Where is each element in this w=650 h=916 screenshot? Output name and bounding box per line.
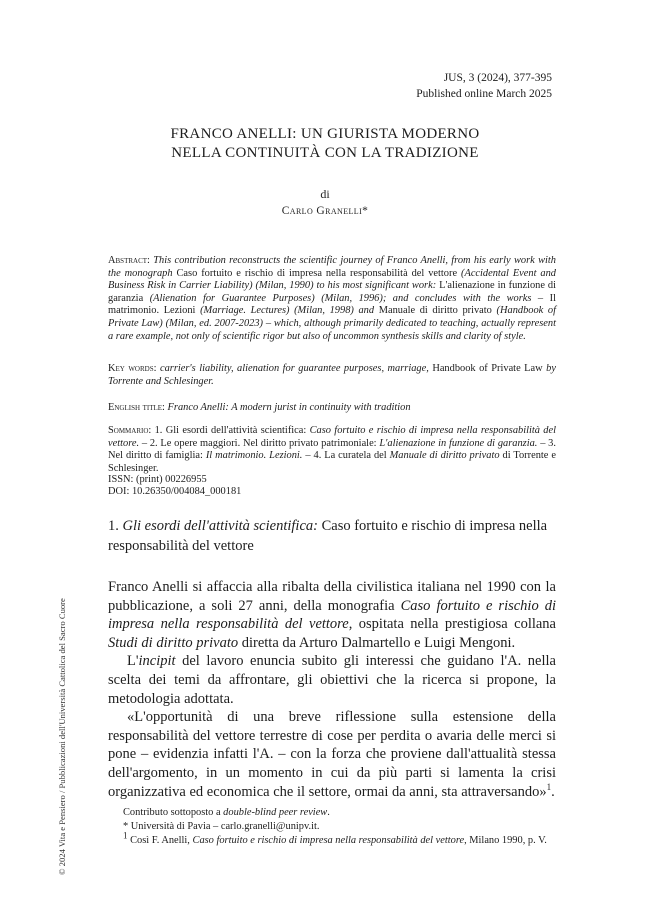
- section-number: 1.: [108, 518, 119, 534]
- review-text: Contributo sottoposto a: [123, 807, 221, 818]
- journal-citation: JUS, 3 (2024), 377-395: [443, 72, 552, 84]
- abstract-work-4: Manuale di diritto privato: [378, 305, 492, 317]
- footnote-1: [123, 830, 563, 848]
- keywords-text: carrier's liability, alienation for guarantee purposes, marriage,: [160, 363, 429, 374]
- copyright-text: © 2024 Vita e Pensiero / Pubblicazioni dell'Università Cattolica del Sacro Cuore: [57, 598, 67, 875]
- issn: ISSN: (print) 00226955: [108, 474, 207, 485]
- summary-item-4c: di Torrente e Schlesinger.: [108, 450, 556, 474]
- footnote-review: [123, 806, 563, 820]
- paragraph-1-monograph: Caso fortuito e rischio di impresa nella responsabilità del vettore: [108, 597, 557, 633]
- paragraph-2-c: del lavoro enuncia subito gli interessi che guidano l'A. nella scelta dei temi da affrontare, gli obiettivi che la ricerca si propone, la metodologia adottata.: [108, 653, 556, 707]
- abstract-text-5: (Handbook of Private Law) (Milan, ed. 2007-2023) – which, although primarily dedicated to teaching, actually represent a rare example, not only of scientific rigor but also of uncommon synthesis skills and clarity of style.: [108, 305, 556, 342]
- footnote-1-c: , Milano 1990, p. V.: [464, 835, 547, 846]
- title-line-1: FRANCO ANELLI: UN GIURISTA MODERNO: [170, 126, 480, 142]
- author-name: Carlo Granelli*: [281, 205, 369, 217]
- english-title-label: English title:: [108, 402, 165, 413]
- paragraph-1: [108, 578, 556, 652]
- section-heading-rest: Caso fortuito e rischio di impresa nella responsabilità del vettore: [108, 518, 548, 554]
- paragraph-3-quote: «L'opportunità di una breve riflessione sulla estensione della responsabilità del vettore terrestre di cose per perdita o avaria delle merci si pone – evidenzia infatti l'A. – con la forza che proviene dall'attualità stessa dell'argomento, in un momento in cui da più parti si lamenta la crisi organizzativa ed economica che il settore, ormai da anni, sta attraversando»: [108, 709, 556, 800]
- doi: DOI: 10.26350/004084_000181: [108, 486, 242, 497]
- summary: [108, 425, 556, 475]
- copyright-sidebar: [57, 535, 71, 875]
- abstract-label: Abstract:: [108, 255, 150, 266]
- summary-item-3b: Il matrimonio. Lezioni.: [205, 450, 303, 462]
- review-type: double-blind peer review: [223, 807, 328, 818]
- english-title: [108, 402, 556, 415]
- article-title: [0, 125, 650, 163]
- english-title-text: Franco Anelli: A modern jurist in continuity with tradition: [167, 402, 411, 413]
- journal-header: [416, 70, 552, 102]
- summary-label: Sommario:: [108, 425, 152, 436]
- summary-item-2b: L'alienazione in funzione di garanzia.: [379, 437, 538, 449]
- abstract-text-1: This contribution reconstructs the scientific journey of Franco Anelli, from his early work with the monograph: [108, 255, 556, 279]
- keywords: [108, 363, 556, 388]
- summary-item-1b: Caso fortuito e rischio di impresa nella responsabilità del vettore.: [108, 425, 556, 449]
- summary-item-3a: – 3. Nel diritto di famiglia:: [108, 437, 556, 462]
- keywords-handbook: Handbook of Private Law: [432, 363, 543, 374]
- section-heading: [108, 516, 556, 556]
- summary-item-4b: Manuale di diritto privato: [389, 450, 500, 462]
- title-line-2: NELLA CONTINUITÀ CON LA TRADIZIONE: [171, 145, 479, 161]
- keywords-tail: by Torrente and Schlesinger.: [108, 363, 556, 387]
- byline-di: di: [320, 187, 330, 201]
- paragraph-2-incipit: incipit: [138, 653, 176, 670]
- paragraph-1-e: diretta da Arturo Dalmartello e Luigi Mengoni.: [241, 634, 516, 651]
- paragraph-1-c: , ospitata nella prestigiosa collana: [348, 616, 556, 633]
- footnote-1-number: 1: [123, 830, 128, 841]
- footnote-1-title: Caso fortuito e rischio di impresa nella responsabilità del vettore: [192, 835, 465, 846]
- summary-item-2a: – 2. Le opere maggiori. Nel diritto privato patrimoniale:: [141, 437, 377, 449]
- paragraph-2-a: L': [127, 653, 139, 670]
- abstract: [108, 255, 556, 343]
- abstract-work-1: Caso fortuito e rischio di impresa nella responsabilità del vettore: [176, 267, 458, 279]
- keywords-label: Key words:: [108, 363, 157, 374]
- abstract-work-3: Il matrimonio. Lezioni: [108, 292, 556, 317]
- paragraph-2: [108, 652, 556, 708]
- paragraph-3-end: .: [551, 783, 555, 800]
- paragraph-1-a: Franco Anelli si affaccia alla ribalta della civilistica italiana nel 1990 con la pubblicazione, a soli 27 anni, della monografia: [108, 579, 556, 614]
- summary-item-4a: – 4. La curatela del: [305, 450, 387, 462]
- summary-item-1a: 1. Gli esordi dell'attività scientifica:: [154, 425, 307, 436]
- section-heading-italic: Gli esordi dell'attività scientifica:: [122, 518, 318, 534]
- footnotes: [123, 806, 563, 848]
- abstract-text-4: (Marriage. Lectures) (Milan, 1998) and: [200, 305, 375, 317]
- abstract-text-3: (Alienation for Guarantee Purposes) (Milan, 1996); and concludes with the works –: [149, 292, 544, 304]
- footnote-1-a: Così F. Anelli,: [130, 835, 190, 846]
- footnote-ref-1[interactable]: 1: [546, 781, 552, 792]
- paragraph-1-series: Studi di diritto privato: [108, 634, 239, 651]
- body-text: [108, 578, 556, 801]
- footnote-affiliation: * Università di Pavia – carlo.granelli@unipv.it.: [123, 821, 320, 832]
- abstract-work-2: L'alienazione in funzione di garanzia: [108, 280, 556, 304]
- abstract-text-2: (Accidental Event and Business Risk in Carrier Liability) (Milan, 1990) to his most significant work:: [108, 267, 556, 292]
- review-end: .: [327, 807, 330, 818]
- publication-date: Published online March 2025: [416, 88, 552, 100]
- paragraph-3: [108, 708, 556, 801]
